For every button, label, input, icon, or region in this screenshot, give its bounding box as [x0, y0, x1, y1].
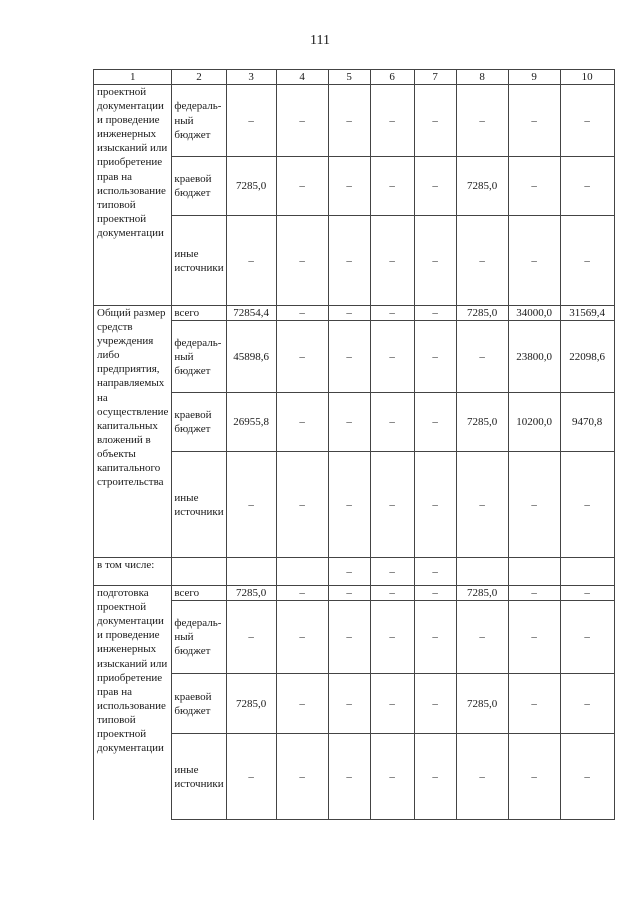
funding-source: краевой бюджет: [172, 157, 226, 216]
table-row: [94, 321, 615, 393]
cell-value: –: [276, 85, 328, 157]
column-header: 7: [414, 70, 456, 85]
cell-value: –: [414, 734, 456, 820]
cell-value: 34000,0: [508, 306, 560, 321]
cell-value: –: [370, 674, 414, 734]
funding-source: федераль-ный бюджет: [172, 601, 226, 674]
cell-value: –: [370, 306, 414, 321]
cell-value: 7285,0: [456, 586, 508, 601]
cell-value: –: [328, 157, 370, 216]
cell-value: –: [508, 586, 560, 601]
funding-source: всего: [172, 586, 226, 601]
funding-source: краевой бюджет: [172, 674, 226, 734]
cell-value: 31569,4: [560, 306, 614, 321]
cell-value: 7285,0: [456, 306, 508, 321]
cell-value: 7285,0: [456, 674, 508, 734]
table-row: [94, 452, 615, 558]
table-row: [94, 674, 615, 734]
cell-value: –: [370, 85, 414, 157]
cell-value: –: [508, 157, 560, 216]
cell-value: –: [328, 452, 370, 558]
cell-value: –: [560, 734, 614, 820]
cell-value: [226, 558, 276, 586]
cell-value: 10200,0: [508, 393, 560, 452]
table-row: [94, 734, 615, 820]
table-row: [94, 558, 615, 586]
cell-value: –: [370, 321, 414, 393]
cell-value: –: [328, 306, 370, 321]
cell-value: –: [370, 558, 414, 586]
cell-value: –: [328, 601, 370, 674]
cell-value: –: [560, 216, 614, 306]
funding-source: [172, 558, 226, 586]
column-header: 9: [508, 70, 560, 85]
cell-value: –: [276, 674, 328, 734]
cell-value: –: [414, 601, 456, 674]
cell-value: –: [276, 306, 328, 321]
cell-value: –: [414, 586, 456, 601]
cell-value: 23800,0: [508, 321, 560, 393]
cell-value: –: [414, 216, 456, 306]
table-row: [94, 586, 615, 601]
table-row: [94, 393, 615, 452]
cell-value: –: [456, 85, 508, 157]
cell-value: –: [508, 734, 560, 820]
cell-value: –: [414, 306, 456, 321]
funding-source: всего: [172, 306, 226, 321]
cell-value: –: [328, 558, 370, 586]
cell-value: 22098,6: [560, 321, 614, 393]
cell-value: –: [276, 601, 328, 674]
row-description: проектной документации и проведение инженерных изысканий или приобретение прав на использование типовой проектной документации: [94, 85, 172, 306]
column-header: 1: [94, 70, 172, 85]
funding-source: иные источники: [172, 216, 226, 306]
header-row: [94, 70, 615, 85]
cell-value: [276, 558, 328, 586]
cell-value: –: [370, 393, 414, 452]
cell-value: –: [328, 321, 370, 393]
cell-value: –: [560, 157, 614, 216]
cell-value: –: [226, 85, 276, 157]
cell-value: –: [414, 452, 456, 558]
cell-value: –: [276, 393, 328, 452]
cell-value: –: [456, 452, 508, 558]
cell-value: –: [276, 734, 328, 820]
cell-value: –: [370, 452, 414, 558]
column-header: 3: [226, 70, 276, 85]
cell-value: –: [276, 216, 328, 306]
cell-value: –: [226, 734, 276, 820]
cell-value: –: [328, 393, 370, 452]
cell-value: 7285,0: [226, 674, 276, 734]
cell-value: –: [456, 601, 508, 674]
cell-value: –: [414, 393, 456, 452]
cell-value: –: [328, 85, 370, 157]
cell-value: –: [456, 734, 508, 820]
cell-value: –: [226, 216, 276, 306]
funding-source: иные источники: [172, 452, 226, 558]
cell-value: –: [276, 452, 328, 558]
cell-value: –: [508, 85, 560, 157]
row-description: Общий размер средств учреждения либо предприятия, направляемых на осуществление капитальных вложений в объекты капитального строительства: [94, 306, 172, 558]
cell-value: –: [370, 216, 414, 306]
cell-value: –: [328, 674, 370, 734]
cell-value: –: [414, 321, 456, 393]
cell-value: –: [508, 674, 560, 734]
cell-value: [560, 558, 614, 586]
cell-value: –: [414, 558, 456, 586]
table-row: [94, 216, 615, 306]
cell-value: 9470,8: [560, 393, 614, 452]
cell-value: –: [560, 601, 614, 674]
cell-value: 72854,4: [226, 306, 276, 321]
cell-value: [508, 558, 560, 586]
cell-value: [456, 558, 508, 586]
column-header: 8: [456, 70, 508, 85]
cell-value: –: [370, 734, 414, 820]
cell-value: –: [456, 321, 508, 393]
cell-value: –: [328, 734, 370, 820]
row-description: в том числе:: [94, 558, 172, 586]
cell-value: –: [370, 157, 414, 216]
column-header: 2: [172, 70, 226, 85]
table-row: [94, 601, 615, 674]
cell-value: –: [328, 586, 370, 601]
data-table: [93, 69, 615, 820]
column-header: 10: [560, 70, 614, 85]
cell-value: –: [560, 586, 614, 601]
cell-value: –: [370, 601, 414, 674]
cell-value: 26955,8: [226, 393, 276, 452]
cell-value: –: [560, 674, 614, 734]
cell-value: –: [560, 85, 614, 157]
column-header: 4: [276, 70, 328, 85]
cell-value: –: [276, 157, 328, 216]
cell-value: –: [560, 452, 614, 558]
cell-value: –: [276, 586, 328, 601]
row-description: подготовка проектной документации и проведение инженерных изысканий или приобретение прав на использование типовой проектной документации: [94, 586, 172, 820]
cell-value: –: [370, 586, 414, 601]
cell-value: –: [226, 601, 276, 674]
table-row: [94, 157, 615, 216]
cell-value: –: [508, 216, 560, 306]
funding-source: федераль-ный бюджет: [172, 321, 226, 393]
cell-value: –: [414, 85, 456, 157]
funding-source: иные источники: [172, 734, 226, 820]
cell-value: 7285,0: [456, 393, 508, 452]
column-header: 5: [328, 70, 370, 85]
cell-value: –: [226, 452, 276, 558]
cell-value: –: [414, 157, 456, 216]
cell-value: –: [328, 216, 370, 306]
table-row: [94, 85, 615, 157]
cell-value: –: [414, 674, 456, 734]
cell-value: –: [456, 216, 508, 306]
cell-value: 7285,0: [456, 157, 508, 216]
cell-value: –: [508, 601, 560, 674]
cell-value: 45898,6: [226, 321, 276, 393]
cell-value: –: [276, 321, 328, 393]
page-number: 111: [310, 33, 330, 48]
cell-value: –: [508, 452, 560, 558]
funding-source: краевой бюджет: [172, 393, 226, 452]
cell-value: 7285,0: [226, 586, 276, 601]
column-header: 6: [370, 70, 414, 85]
funding-source: федераль-ный бюджет: [172, 85, 226, 157]
cell-value: 7285,0: [226, 157, 276, 216]
table-row: [94, 306, 615, 321]
